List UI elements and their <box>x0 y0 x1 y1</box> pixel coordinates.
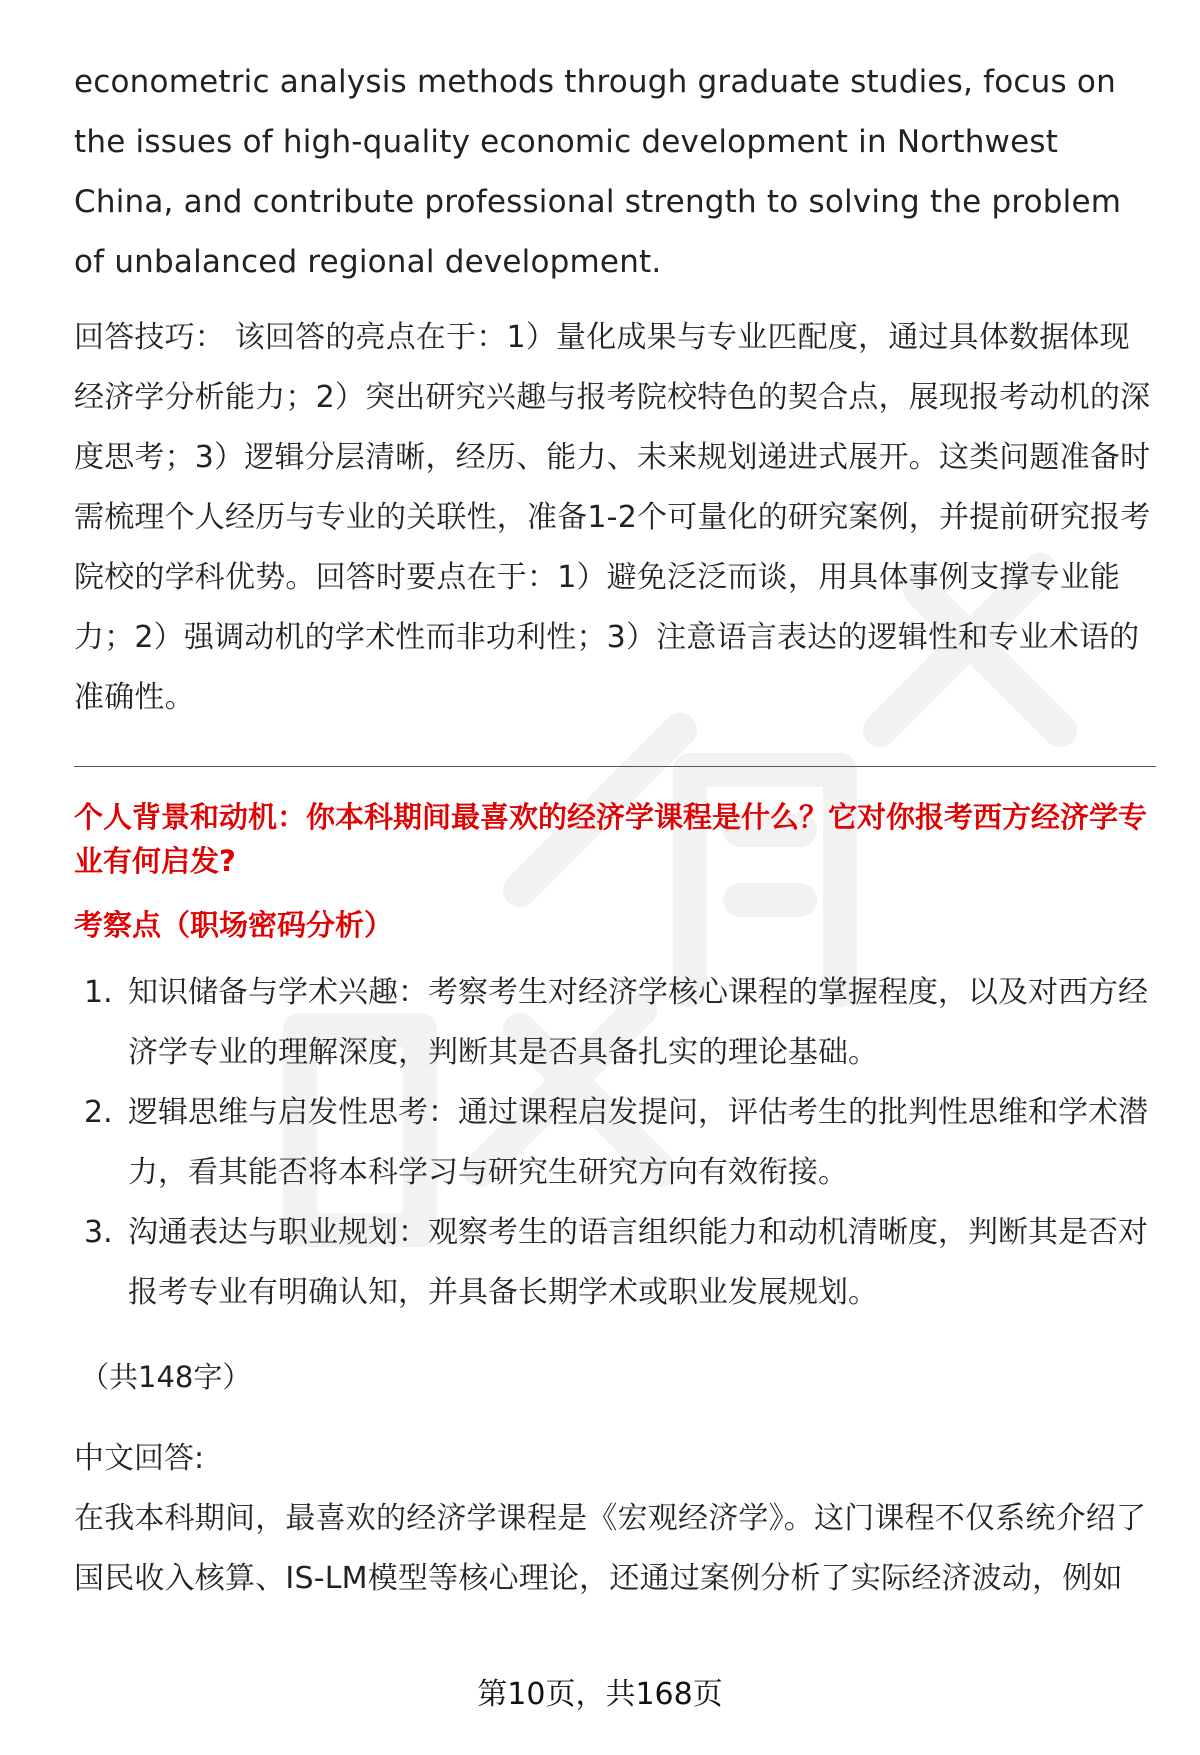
list-item-text: 逻辑思维与启发性思考：通过课程启发提问，评估考生的批判性思维和学术潜力，看其能否将本科学习与研究生研究方向有效衔接。 <box>128 1095 1148 1190</box>
list-item <box>74 1203 1152 1323</box>
list-item-text: 知识储备与学术兴趣：考察考生对经济学核心课程的掌握程度，以及对西方经济学专业的理解深度，判断其是否具备扎实的理论基础。 <box>128 975 1148 1070</box>
page-content <box>74 52 1152 1609</box>
list-item <box>74 963 1152 1083</box>
question-heading: 个人背景和动机：你本科期间最喜欢的经济学课程是什么？它对你报考西方经济学专业有何启发? <box>74 800 1148 878</box>
list-item <box>74 1083 1152 1203</box>
section-divider <box>74 766 1156 767</box>
intro-paragraph: econometric analysis methods through graduate studies, focus on the issues of high-quality economic development in Northwest China, and contribute professional strength to solving the problem of unbalanced regional development. <box>74 64 1122 280</box>
assessment-subheading: 考察点（职场密码分析） <box>74 908 394 942</box>
page-footer: 第10页，共168页 <box>477 1677 723 1712</box>
character-count: （共148字） <box>80 1360 252 1394</box>
answer-paragraph: 在我本科期间，最喜欢的经济学课程是《宏观经济学》。这门课程不仅系统介绍了国民收入核算、IS-LM模型等核心理论，还通过案例分析了实际经济波动，例如 <box>74 1501 1147 1596</box>
answer-label: 中文回答: <box>74 1441 205 1476</box>
list-item-number: 3. <box>84 1215 113 1250</box>
list-item-number: 1. <box>84 975 113 1010</box>
tips-paragraph: 回答技巧： 该回答的亮点在于：1）量化成果与专业匹配度，通过具体数据体现经济学分析能力；2）突出研究兴趣与报考院校特色的契合点，展现报考动机的深度思考；3）逻辑分层清晰，经历、能力、未来规划递进式展开。这类问题准备时需梳理个人经历与专业的关联性，准备1-2个可量化的研究案例，并提前研究报考院校的学科优势。回答时要点在于：1）避免泛泛而谈，用具体事例支撑专业能力；2）强调动机的学术性而非功利性；3）注意语言表达的逻辑性和专业术语的准确性。 <box>74 320 1151 715</box>
assessment-points-list <box>74 963 1152 1323</box>
list-item-text: 沟通表达与职业规划：观察考生的语言组织能力和动机清晰度，判断其是否对报考专业有明确认知，并具备长期学术或职业发展规划。 <box>128 1215 1148 1310</box>
list-item-number: 2. <box>84 1095 113 1130</box>
